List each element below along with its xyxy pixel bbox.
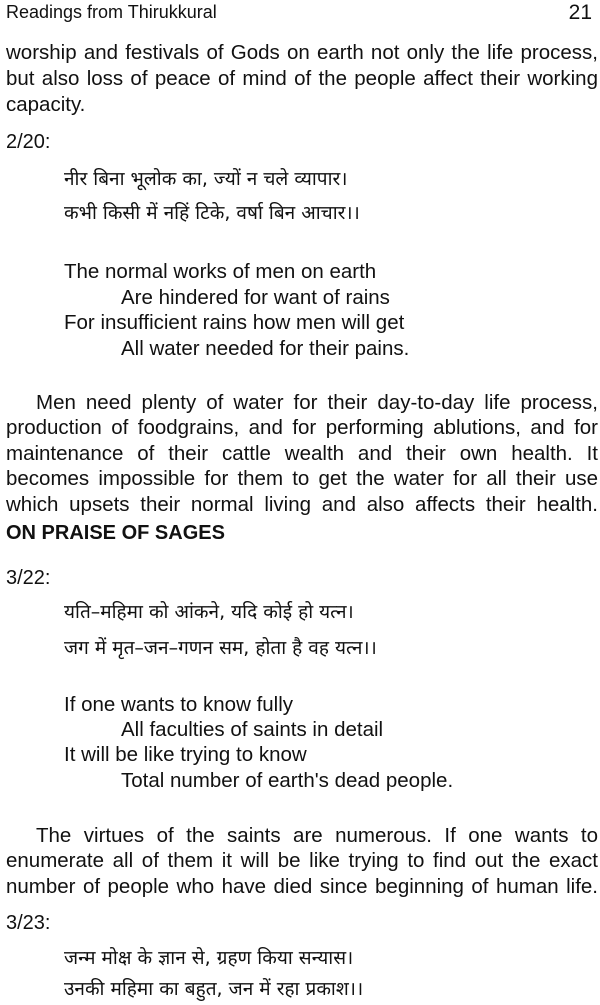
- hindi-couplet-line-2: कभी किसी में नहिं टिके, वर्षा बिन आचार।।: [64, 202, 360, 224]
- running-header: [6, 2, 592, 28]
- commentary-line: which upsets their normal living and also affects their health.: [6, 493, 598, 516]
- commentary-line: number of people who have died since beginning of human life.: [6, 875, 598, 898]
- verse-line: Are hindered for want of rains: [121, 286, 390, 309]
- hindi-couplet-line-1: नीर बिना भूलोक का, ज्यों न चले व्यापार।: [64, 168, 348, 190]
- intro-line-1: worship and festivals of Gods on earth not only the life process,: [6, 41, 598, 64]
- verse-line: All water needed for their pains.: [121, 337, 410, 360]
- verse-line: It will be like trying to know: [64, 743, 307, 766]
- commentary-line: Men need plenty of water for their day-to-day life process,: [36, 391, 598, 414]
- page-number: 21: [568, 1, 592, 24]
- commentary-line: becomes impossible for them to get the water for all their use: [6, 467, 598, 490]
- verse-line: For insufficient rains how men will get: [64, 311, 405, 334]
- verse-line: Total number of earth's dead people.: [121, 769, 454, 792]
- intro-line-3: capacity.: [6, 93, 86, 116]
- verse-line: If one wants to know fully: [64, 693, 294, 716]
- running-title: Readings from Thirukkural: [6, 2, 217, 22]
- commentary-line: maintenance of their cattle wealth and their own health. It: [6, 442, 598, 465]
- kural-reference: 3/22:: [6, 567, 51, 589]
- commentary-line: enumerate all of them it will be like trying to find out the exact: [6, 849, 598, 872]
- hindi-couplet-line-1: जन्म मोक्ष के ज्ञान से, ग्रहण किया सन्यास।: [64, 947, 354, 969]
- kural-reference: 3/23:: [6, 912, 51, 934]
- kural-reference: 2/20:: [6, 131, 51, 153]
- section-heading: ON PRAISE OF SAGES: [6, 522, 225, 544]
- commentary-line: production of foodgrains, and for performing ablutions, and for: [6, 416, 598, 439]
- hindi-couplet-line-2: जग में मृत–जन–गणन सम, होता है वह यत्न।।: [64, 637, 377, 659]
- hindi-couplet-line-2: उनकी महिमा का बहुत, जन में रहा प्रकाश।।: [64, 978, 364, 1000]
- verse-line: The normal works of men on earth: [64, 260, 377, 283]
- intro-line-2: but also loss of peace of mind of the people affect their working: [6, 67, 598, 90]
- commentary-line: The virtues of the saints are numerous. If one wants to: [36, 824, 598, 847]
- hindi-couplet-line-1: यति–महिमा को आंकने, यदि कोई हो यत्न।: [64, 601, 354, 623]
- verse-line: All faculties of saints in detail: [121, 718, 384, 741]
